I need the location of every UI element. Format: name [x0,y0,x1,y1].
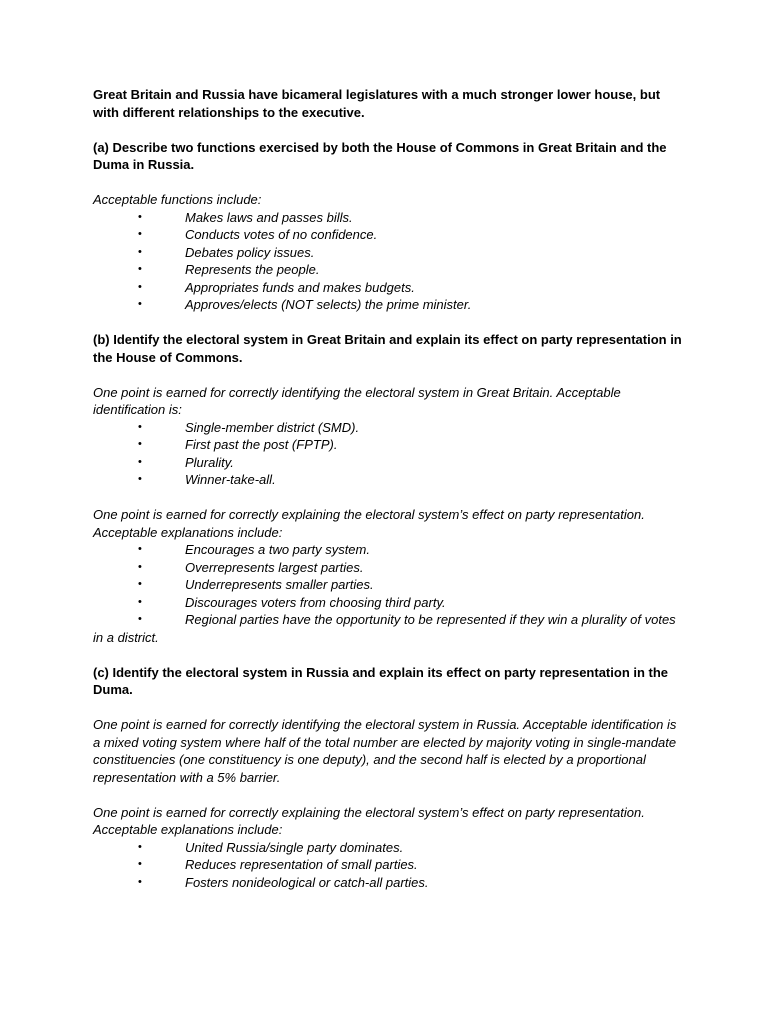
part-b-lead-2: One point is earned for correctly explaining the electoral system’s effect on party representation. Acceptable explanations include: [93,507,645,540]
spacer [93,786,683,804]
part-a-list [93,209,683,314]
bullet-icon: • [138,298,142,310]
list-item: • Debates policy issues. [138,244,315,260]
part-c-lead-1: One point is earned for correctly identifying the electoral system in Russia. Acceptable identification is a mixed voting system where half of the total number are elected by majority voting in single-mandate constituencies (one constituency is one deputy), and the second half is elected by a proportional representation with a 5% barrier. [93,717,677,785]
bullet-icon: • [138,578,142,590]
part-b-list-2 [93,541,683,646]
part-a-lead: Acceptable functions include: [93,192,262,207]
document-page [93,86,683,891]
intro-paragraph: Great Britain and Russia have bicameral legislatures with a much stronger lower house, but with different relationships to the executive. [93,87,661,120]
bullet-icon: • [138,228,142,240]
bullet-icon: • [138,875,142,888]
bullet-icon: • [138,613,142,625]
part-b-list-1 [93,419,683,489]
list-item: • Overrepresents largest parties. [138,559,364,575]
list-item: • Encourages a two party system. [138,542,370,557]
list-item: • Makes laws and passes bills. [138,209,353,225]
list-item: • Underrepresents smaller parties. [138,577,374,592]
list-item: • First past the post (FPTP). [138,437,338,452]
part-b-lead-1: One point is earned for correctly identifying the electoral system in Great Britain. Acceptable identification is: [93,384,621,417]
bullet-icon: • [138,473,142,485]
list-item: • Reduces representation of small parties. [138,857,418,872]
bullet-icon: • [138,595,142,608]
bullet-icon: • [138,438,142,450]
list-item: • Represents the people. [138,262,320,277]
part-b-question: (b) Identify the electoral system in Great Britain and explain its effect on party representation in the House of Commons. [93,332,682,365]
bullet-icon: • [138,210,142,223]
bullet-icon: • [138,245,142,258]
part-a-question: (a) Describe two functions exercised by both the House of Commons in Great Britain and the Duma in Russia. [93,139,667,172]
part-c-list [93,839,683,892]
spacer [93,646,683,664]
list-item: • Discourages voters from choosing third party. [138,594,446,610]
list-item: • Appropriates funds and makes budgets. [138,279,415,295]
part-c-question: (c) Identify the electoral system in Russia and explain its effect on party representation in the Duma. [93,664,669,697]
bullet-icon: • [138,280,142,293]
spacer [93,174,683,192]
bullet-icon: • [138,543,142,555]
bullet-icon: • [138,560,142,573]
list-item: • Fosters nonideological or catch-all parties. [138,874,429,890]
part-c-lead-2: One point is earned for correctly explaining the electoral system’s effect on party representation. Acceptable explanations include: [93,804,645,837]
bullet-icon: • [138,840,142,853]
list-item: • Winner-take-all. [138,472,276,487]
spacer [93,699,683,717]
spacer [93,314,683,332]
spacer [93,121,683,139]
list-item: • United Russia/single party dominates. [138,839,404,855]
spacer [93,366,683,384]
list-item: • Conducts votes of no confidence. [138,227,378,242]
list-item: • Approves/elects (NOT selects) the prime minister. [138,297,472,312]
bullet-icon: • [138,263,142,275]
bullet-icon: • [138,858,142,870]
list-item: • Single-member district (SMD). [138,419,360,435]
spacer [93,489,683,507]
list-item: • Plurality. [138,454,234,470]
bullet-icon: • [138,455,142,468]
bullet-icon: • [138,420,142,433]
list-item: • Regional parties have the opportunity to be represented if they win a plurality of votes in a district. [93,612,676,645]
